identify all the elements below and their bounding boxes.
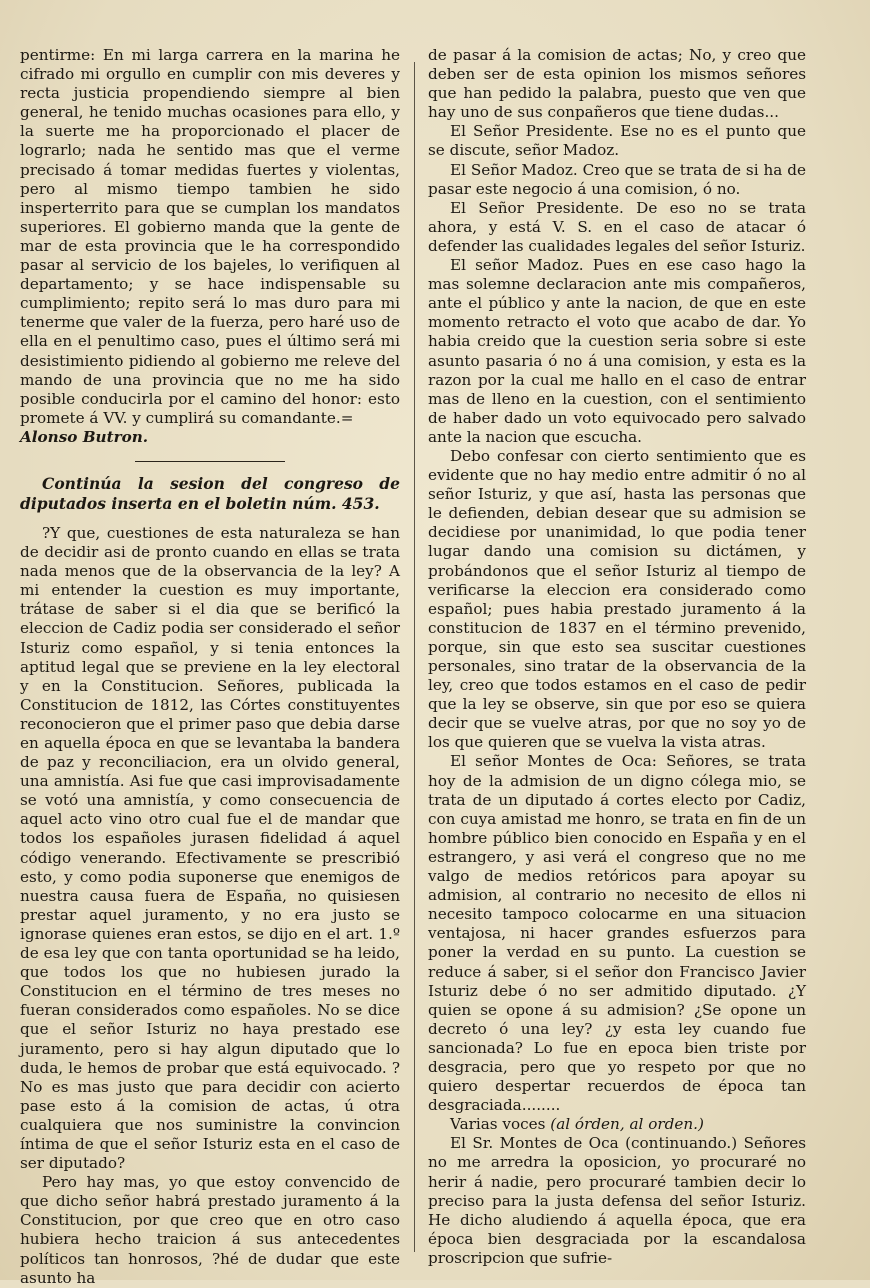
- body-paragraph: El Señor Madoz. Creo que se trata de si ha de pasar este negocio á una comision, ó no.: [428, 160, 806, 198]
- body-paragraph: El señor Madoz. Pues en ese caso hago la mas solemne declaracion ante mis compañeros, ante el público y ante la nacion, de que en este momento retracto el voto que acabo de dar. Yo habia creido que la cuestion seria sobre si este asunto pasaria ó no á una comision, y esta es la razon por la cual me hallo en el caso de entrar mas de lleno en la cuestion, con el sentimiento de haber dado un voto equivocado pero salvado ante la nacion que escucha.: [428, 256, 806, 446]
- body-paragraph: Debo confesar con cierto sentimiento que es evidente que no hay medio entre admitir ó no al señor Isturiz, y que así, hasta las personas que le defienden, debian desear que su admision se decidiese por unanimidad, lo que podia tener lugar dando una comision su dictámen, y probándonos que el señor Isturiz al tiempo de verificarse la eleccion era considerado como español; pues habia prestado juramento á la constitucion de 1837 en el término prevenido, porque, sin que esto sea suscitar cuestiones personales, sino tratar de la observancia de la ley, creo que todos estamos en el caso de pedir que la ley se observe, sin que por eso se quiera decir que se vuelve atras, por que no soy yo de los que quieren que se vuelva la vista atras.: [428, 446, 806, 752]
- interjection-speaker: Varias voces: [450, 1115, 546, 1134]
- body-paragraph: El Sr. Montes de Oca (continuando.) Señores no me arredra la oposicion, yo procuraré no herir á nadie, pero procuraré tambien decir lo preciso para la justa defensa del señor Isturiz. He dicho aludiendo á aquella época, que era época bien desgraciada por la escandalosa proscripcion que sufrie-: [428, 1134, 806, 1267]
- interjection-text: (al órden, al orden.): [550, 1115, 704, 1134]
- body-paragraph: El señor Montes de Oca: Señores, se trata hoy de la admision de un digno cólega mio, se trata de un diputado á cortes electo por Cadiz, con cuya amistad me honro, se trata en fin de un hombre público bien conocido en España y en el estrangero, y asi verá el congreso que no me valgo de medios retóricos para apoyar su admision, al contrario no necesito de ellos ni necesito tampoco colocarme en una situacion ventajosa, ni hacer grandes esfuerzos para poner la verdad en su punto. La cuestion se reduce á saber, si el señor don Francisco Javier Isturiz debe ó no ser admitido diputado. ¿Y quien se opone á su admision? ¿Se opone un decreto ó una ley? ¿y esta ley cuando fue sancionada? Lo fue en epoca bien triste por desgracia, pero que yo respeto por que no quiero despertar recuerdos de época tan desgraciada........: [428, 752, 806, 1115]
- body-paragraph: de pasar á la comision de actas; No, y creo que deben ser de esta opinion los mismos señores que han pedido la palabra, puesto que ven que hay uno de sus conpañeros que tiene dudas...: [428, 46, 806, 122]
- body-paragraph: El Señor Presidente. Ese no es el punto que se discute, señor Madoz.: [428, 122, 806, 160]
- body-paragraph: Pero hay mas, yo que estoy convencido de que dicho señor habrá prestado juramento á la Constitucion, por que creo que en otro caso hubiera hecho traicion á sus antecedentes políticos tan honrosos, ?hé de dudar que este asunto ha: [20, 1173, 400, 1287]
- interjection-line: [428, 1115, 806, 1134]
- body-paragraph: ?Y que, cuestiones de esta naturaleza se han de decidir asi de pronto cuando en ellas se trata nada menos que de la observancia de la ley? A mi entender la cuestion es muy importante, trátase de saber si el dia que se berificó la eleccion de Cadiz podia ser considerado el señor Isturiz como español, y si tenia entonces la aptitud legal que se previene en la ley electoral y en la Constitucion. Señores, publicada la Constitucion de 1812, las Córtes constituyentes reconocieron que el primer paso que debia darse en aquella época en que se levantaba la bandera de paz y reconciliacion, era un olvido general, una amnistía. Asi fue que casi improvisadamente se votó una amnistía, y como consecuencia de aquel acto vino otro cual fue el de mandar que todos los españoles jurasen fidelidad á aquel código venerando. Efectivamente se prescribió esto, y como podia suponerse que enemigos de nuestra causa fuera de España, no quisiesen prestar aquel juramento, y no era justo se ignorase quienes eran estos, se dijo en el art. 1.º de esa ley que con tanta oportunidad se ha leido, que todos los que no hubiesen jurado la Constitucion en el término de tres meses no fueran considerados como españoles. No se dice que el señor Isturiz no haya prestado ese juramento, pero si hay algun diputado que lo duda, le hemos de probar que está equivocado. ?No es mas justo que para decidir con acierto pase esto á la comision de actas, ú otra cualquiera que nos suministre la convincion íntima de que el señor Isturiz esta en el caso de ser diputado?: [20, 523, 400, 1173]
- letter-paragraph: pentirme: En mi larga carrera en la marina he cifrado mi orgullo en cumplir con mis deveres y recta justicia propendiendo siempre al bien general, he tenido muchas ocasiones para ello, y la suerte me ha proporcionado el placer de lograrlo; nada he sentido mas que el verme precisado á tomar medidas fuertes y violentas, pero al mismo tiempo tambien he sido insperterrito para que se cumplan los mandatos superiores. El gobierno manda que la gente de mar de esta provincia que le ha correspondido pasar al servicio de los bajeles, lo verifiquen al departamento; y se hace indispensable su cumplimiento; repito será lo mas duro para mi tenerme que valer de la fuerza, pero haré uso de ella en el penultimo caso, pues el último será mi desistimiento pidiendo al gobierno me releve del mando de una provincia que no me ha sido posible conducirla por el camino del honor: esto promete á VV. y cumplirá su comandante.=: [20, 46, 400, 427]
- section-separator: [135, 461, 285, 462]
- body-paragraph: El Señor Presidente. De eso no se trata ahora, y está V. S. en el caso de atacar ó defender las cualidades legales del señor Isturiz.: [428, 198, 806, 255]
- right-column: [428, 46, 806, 1268]
- column-divider: [414, 62, 415, 1252]
- letter-signature: Alonso Butron.: [20, 427, 149, 446]
- section-heading: Continúa la sesion del congreso de diputados inserta en el boletin núm. 453.: [20, 473, 400, 513]
- left-column: [20, 46, 400, 1288]
